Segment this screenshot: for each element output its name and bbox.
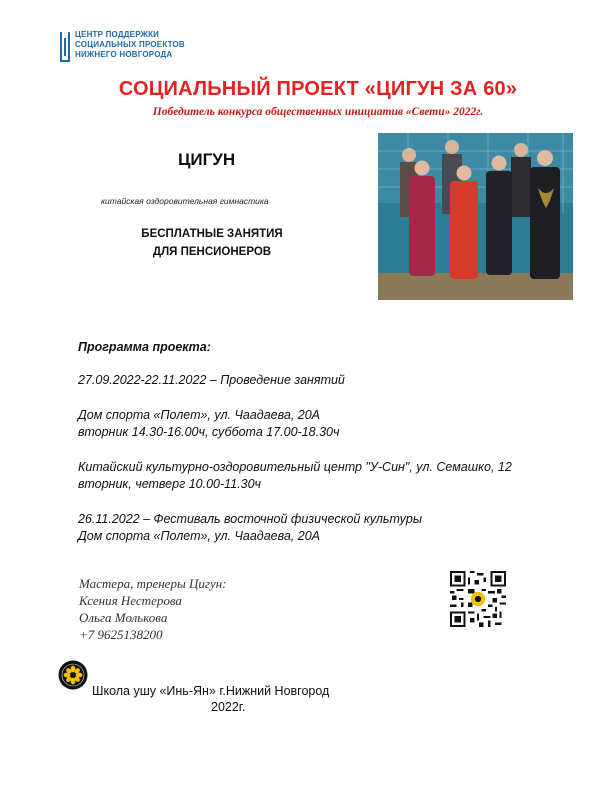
free-classes-line-2: ДЛЯ ПЕНСИОНЕРОВ	[152, 246, 272, 258]
venue-2-schedule: вторник, четверг 10.00-11.30ч	[78, 477, 261, 491]
school-emblem-icon	[58, 660, 88, 690]
school-year: 2022г.	[211, 700, 246, 714]
trainers-block	[79, 575, 227, 643]
qigong-heading: ЦИГУН	[178, 150, 236, 169]
festival-block	[78, 511, 548, 545]
organization-logo	[60, 30, 210, 64]
trainers-title: Мастера, тренеры Цигун:	[79, 576, 227, 591]
venue-2-address: Китайский культурно-оздоровительный центр "У-Син", ул. Семашко, 12	[78, 460, 512, 474]
page-title: СОЦИАЛЬНЫЙ ПРОЕКТ «ЦИГУН ЗА 60»	[118, 78, 518, 100]
gymnastics-caption: китайская оздоровительная гимнастика	[101, 196, 269, 206]
group-photo	[378, 133, 573, 300]
trainer-name-2: Ольга Молькова	[79, 610, 168, 625]
qr-code[interactable]	[450, 571, 506, 627]
trainer-name-1: Ксения Нестерова	[79, 593, 182, 608]
free-classes-notice	[112, 225, 312, 261]
program-title: Программа проекта:	[78, 340, 211, 354]
program-dates-block	[78, 372, 548, 389]
program-dates: 27.09.2022-22.11.2022 – Проведение занятий	[78, 373, 345, 387]
project-program	[78, 339, 548, 563]
page-subtitle: Победитель конкурса общественных инициатив «Свети» 2022г.	[152, 106, 484, 118]
center-logo-icon	[60, 32, 70, 62]
venue-1-block	[78, 407, 548, 441]
logo-line-3: НИЖНЕГО НОВГОРОДА	[75, 50, 173, 59]
school-name: Школа ушу «Инь-Ян» г.Нижний Новгород	[92, 684, 330, 698]
logo-line-1: ЦЕНТР ПОДДЕРЖКИ	[75, 30, 160, 39]
venue-1-address: Дом спорта «Полет», ул. Чаадаева, 20А	[78, 408, 321, 422]
logo-text	[75, 30, 185, 60]
festival-date: 26.11.2022 – Фестиваль восточной физической культуры	[78, 512, 423, 526]
festival-venue: Дом спорта «Полет», ул. Чаадаева, 20А	[78, 529, 321, 543]
trainer-phone[interactable]: +7 9625138200	[79, 627, 163, 642]
venue-2-block	[78, 459, 548, 493]
venue-1-schedule: вторник 14.30-16.00ч, суббота 17.00-18.30ч	[78, 425, 340, 439]
free-classes-line-1: БЕСПЛАТНЫЕ ЗАНЯТИЯ	[141, 228, 283, 240]
logo-line-2: СОЦИАЛЬНЫХ ПРОЕКТОВ	[75, 40, 185, 49]
